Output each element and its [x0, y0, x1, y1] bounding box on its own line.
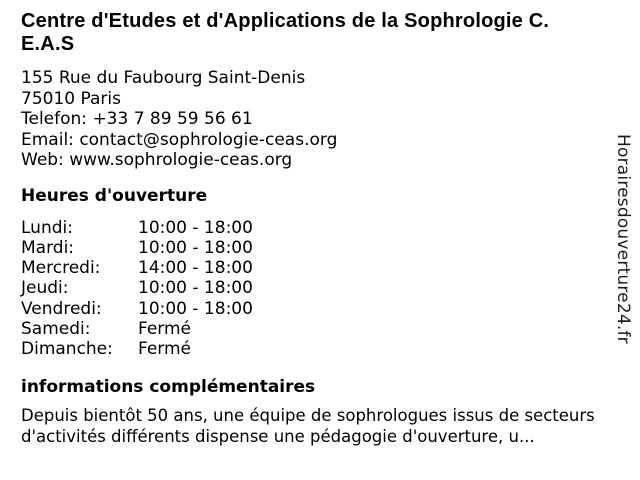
day-label: Lundi:: [21, 217, 73, 238]
additional-info-text: Depuis bientôt 50 ans, une équipe de sophrologues issus de secteurs d'activités différents dispense une pédagogie d'ouverture, u...: [21, 405, 595, 447]
website-link[interactable]: www.sophrologie-ceas.org: [69, 150, 293, 170]
city-address: 75010 Paris: [21, 88, 121, 109]
time-value: 10:00 - 18:00: [138, 278, 253, 299]
time-value: 10:00 - 18:00: [138, 217, 253, 238]
phone-value: +33 7 89 59 56 61: [92, 109, 253, 129]
opening-hours-heading: Heures d'ouverture: [21, 185, 208, 206]
email-label: Email:: [21, 129, 74, 150]
hours-row-thursday: [21, 278, 633, 298]
main-content: [21, 10, 633, 448]
street-address: 155 Rue du Faubourg Saint-Denis: [21, 68, 306, 88]
hours-row-saturday: [21, 319, 633, 339]
hours-row-wednesday: [21, 258, 633, 278]
time-value: 14:00 - 18:00: [138, 258, 253, 279]
time-value: 10:00 - 18:00: [138, 237, 253, 258]
additional-info-heading: informations complémentaires: [21, 376, 316, 397]
day-label: Mardi:: [21, 237, 75, 258]
hours-row-tuesday: [21, 238, 633, 258]
site-brand-watermark: Horairesdouverture24.fr: [613, 134, 633, 344]
day-label: Jeudi:: [21, 278, 69, 299]
hours-row-monday: [21, 218, 633, 238]
email-link[interactable]: contact@sophrologie-ceas.org: [79, 129, 338, 150]
contact-block: [21, 68, 633, 171]
page-title-line-1: Centre d'Etudes et d'Applications de la Sophrologie C.: [21, 10, 550, 32]
web-label: Web:: [21, 150, 64, 170]
time-value: Fermé: [138, 339, 192, 360]
day-label: Dimanche:: [21, 339, 113, 360]
page-title: [21, 10, 633, 56]
hours-row-friday: [21, 299, 633, 319]
web-line: [21, 150, 633, 171]
hours-row-sunday: [21, 339, 633, 359]
opening-hours-table: [21, 218, 633, 360]
email-line: [21, 130, 633, 151]
day-label: Vendredi:: [21, 298, 102, 319]
page-title-line-2: E.A.S: [21, 33, 75, 55]
phone-line: [21, 109, 633, 130]
day-label: Mercredi:: [21, 258, 101, 279]
time-value: Fermé: [138, 318, 192, 339]
phone-label: Telefon:: [21, 109, 88, 129]
time-value: 10:00 - 18:00: [138, 298, 253, 319]
day-label: Samedi:: [21, 318, 91, 339]
